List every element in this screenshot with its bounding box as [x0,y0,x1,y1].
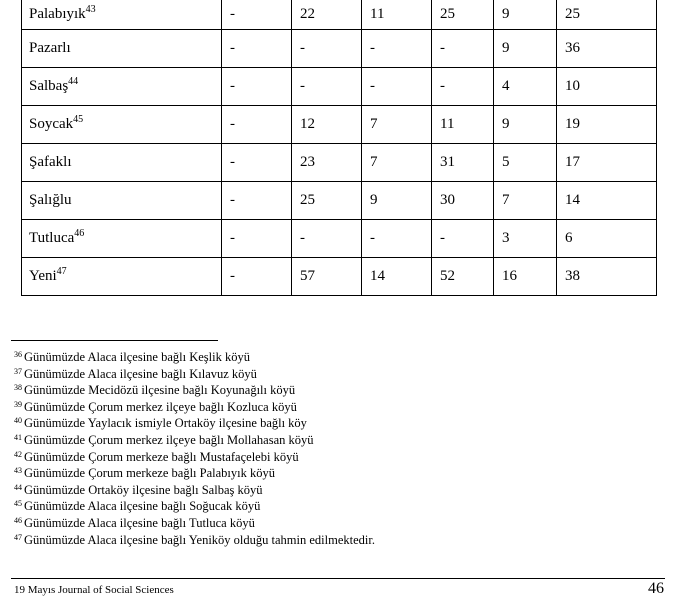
footnote-number: 47 [14,532,22,542]
footnote [14,382,375,399]
value-cell: 9 [362,182,432,220]
footnote-number: 36 [14,350,22,359]
table-row [22,30,657,68]
footnote [14,498,375,515]
footnote-ref: 46 [74,228,85,239]
footnote [14,465,375,482]
footnote-ref: 47 [56,266,67,277]
footnote-ref: 43 [85,4,96,15]
footnote [14,366,375,383]
value-cell: - [222,106,292,144]
village-name: Pazarlı [29,40,71,56]
value-cell: 5 [494,144,557,182]
footnote-text: Günümüzde Ortaköy ilçesine bağlı Salbaş köyü [24,482,263,497]
table-row [22,0,657,30]
village-name: Şafaklı [29,154,72,170]
footnote-number: 45 [14,499,22,509]
footnote [14,415,375,432]
value-cell: - [292,220,362,258]
value-cell: - [222,68,292,106]
village-table [21,0,657,296]
village-name: Palabıyık [29,6,86,22]
footnote-text: Günümüzde Alaca ilçesine bağlı Soğucak köyü [24,499,261,514]
value-cell: 7 [362,144,432,182]
footnote [14,349,375,366]
value-cell: 25 [292,182,362,220]
footnote [14,532,375,549]
value-cell: - [222,0,292,30]
value-cell: 23 [292,144,362,182]
value-cell: 7 [362,106,432,144]
value-cell: 57 [292,258,362,296]
village-name: Şalığlu [29,192,72,208]
footnote-number: 37 [14,366,22,376]
footnote-text: Günümüzde Çorum merkeze bağlı Palabıyık köyü [24,466,275,481]
footnote-text: Günümüzde Alaca ilçesine bağlı Yeniköy olduğu tahmin edilmektedir. [24,532,375,547]
value-cell: 38 [557,258,657,296]
value-cell: - [432,68,494,106]
value-cell: 11 [432,106,494,144]
footnote-separator [11,340,218,341]
footnote-number: 44 [14,482,22,492]
village-name-cell [22,68,222,106]
village-name-cell [22,220,222,258]
value-cell: 4 [494,68,557,106]
value-cell: - [432,30,494,68]
value-cell: 3 [494,220,557,258]
village-name-cell [22,182,222,220]
footnote [14,399,375,416]
value-cell: - [292,68,362,106]
journal-name: 19 Mayıs Journal of Social Sciences [14,584,174,596]
value-cell: - [292,30,362,68]
value-cell: 12 [292,106,362,144]
footnote [14,482,375,499]
value-cell: 16 [494,258,557,296]
footnote-number: 39 [14,399,22,409]
value-cell: 22 [292,0,362,30]
table-row [22,182,657,220]
value-cell: 36 [557,30,657,68]
value-cell: 9 [494,30,557,68]
footer-rule [11,578,665,579]
value-cell: 25 [432,0,494,30]
page-number: 46 [648,580,664,597]
value-cell: 14 [362,258,432,296]
footnote [14,432,375,449]
village-name: Tutluca [29,230,75,246]
footnote-number: 41 [14,432,22,442]
value-cell: - [222,220,292,258]
value-cell: - [222,144,292,182]
value-cell: - [362,30,432,68]
village-name: Salbaş [29,78,69,94]
footnote-ref: 44 [68,76,79,87]
footnote-text: Günümüzde Alaca ilçesine bağlı Kılavuz köyü [24,366,257,381]
value-cell: 30 [432,182,494,220]
value-cell: - [222,30,292,68]
footnote-number: 46 [14,515,22,525]
village-name-cell [22,0,222,30]
footnote-text: Günümüzde Mecidözü ilçesine bağlı Koyunağılı köyü [24,383,296,398]
village-table-body [22,0,657,296]
footnote [14,515,375,532]
value-cell: - [362,220,432,258]
value-cell: - [222,258,292,296]
value-cell: 9 [494,106,557,144]
table-row [22,258,657,296]
village-name-cell [22,258,222,296]
value-cell: 52 [432,258,494,296]
value-cell: 10 [557,68,657,106]
footnote-list [14,349,375,548]
table-row [22,144,657,182]
value-cell: 17 [557,144,657,182]
value-cell: - [362,68,432,106]
value-cell: 25 [557,0,657,30]
table-row [22,220,657,258]
footnote-text: Günümüzde Yaylacık ismiyle Ortaköy ilçesine bağlı köy [24,416,307,431]
value-cell: 9 [494,0,557,30]
footnote [14,449,375,466]
value-cell: 11 [362,0,432,30]
village-name-cell [22,144,222,182]
footnote-text: Günümüzde Alaca ilçesine bağlı Keşlik köyü [24,350,250,364]
footnote-text: Günümüzde Alaca ilçesine bağlı Tutluca köyü [24,515,255,530]
village-name-cell [22,106,222,144]
footnote-text: Günümüzde Çorum merkez ilçeye bağlı Mollahasan köyü [24,432,314,447]
footnote-number: 38 [14,383,22,393]
value-cell: - [432,220,494,258]
value-cell: 6 [557,220,657,258]
footnote-number: 40 [14,416,22,426]
village-name-cell [22,30,222,68]
footnote-ref: 45 [73,114,84,125]
value-cell: 19 [557,106,657,144]
village-name: Yeni [29,268,57,284]
value-cell: 7 [494,182,557,220]
table-row [22,106,657,144]
value-cell: - [222,182,292,220]
village-name: Soycak [29,116,74,132]
value-cell: 14 [557,182,657,220]
footnote-text: Günümüzde Çorum merkeze bağlı Mustafaçelebi köyü [24,449,299,464]
footnote-text: Günümüzde Çorum merkez ilçeye bağlı Kozluca köyü [24,399,297,414]
value-cell: 31 [432,144,494,182]
footnote-number: 42 [14,449,22,459]
table-row [22,68,657,106]
footnote-number: 43 [14,466,22,476]
